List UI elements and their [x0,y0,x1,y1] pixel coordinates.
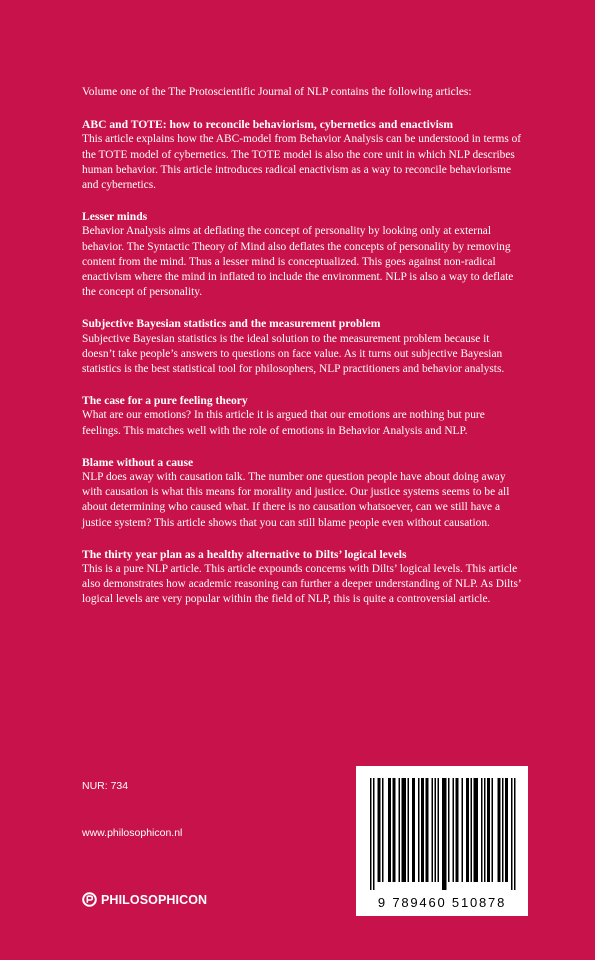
publisher-name: PHILOSOPHICON [101,892,208,907]
article-title: ABC and TOTE: how to reconcile behaviorism, cybernetics and enactivism [82,118,453,132]
barcode-bar [388,778,390,882]
barcode-bar [448,778,450,882]
article-body: This is a pure NLP article. This article expounds concerns with Dilts’ logical levels. This article also demonstrates how academic reasoning can further a deeper understanding of NLP. As Dilts’ logical levels are very popular within the field of NLP, this is quite a controversial article. [82,563,521,606]
barcode-bar [435,778,437,882]
barcode-bar [412,778,414,882]
barcode-bar [498,778,500,882]
barcode-bar [487,778,489,882]
nur-code: NUR: 734 [82,780,129,792]
barcode-bar [379,778,381,882]
barcode-bar [466,778,468,882]
article-title: Lesser minds [82,210,148,224]
barcode-bar [484,778,486,882]
barcode-bar [418,778,420,882]
barcode-bar [405,778,407,882]
article-section [82,316,522,377]
barcode-bar [423,778,425,882]
article-body: Subjective Bayesian statistics is the ideal solution to the measurement problem because it doesn’t take people’s answers to questions on face value. As it turns out subjective Bayesian statistics is the best statistical tool for philosophers, NLP practitioners and behavior analysts. [82,332,505,376]
barcode-bar [390,778,392,882]
barcode-bar [382,778,384,882]
article-body: Behavior Analysis aims at deflating the concept of personality by looking only at external behavior. The Syntactic Theory of Mind also deflates the concepts of personality by removing content from the mind. Thus a lesser mind is conceptualized. This goes against non-radical enactivism where the mind in inflated to include the environment. NLP is also a way to deflate the concept of personality. [82,225,514,299]
barcode-bar [427,778,429,882]
article-title: Subjective Bayesian statistics and the measurement problem [82,317,381,331]
barcode-bar [492,778,494,882]
article-section [82,393,522,439]
barcode-bar [462,778,464,882]
barcode-bar [471,778,473,882]
barcode [356,766,528,916]
barcode-bar [444,778,446,890]
barcode-bar [426,778,428,882]
barcode-bar [475,778,477,882]
barcode-bar [457,778,459,882]
barcode-bar [514,778,516,890]
barcode-bar [481,778,483,882]
barcode-bar [370,778,372,890]
article-section [82,117,522,193]
barcode-bar [453,778,455,882]
barcode-bar [402,778,404,882]
barcode-bar [474,778,476,882]
isbn-number: 9 789460 510878 [377,895,507,910]
article-body: This article explains how the ABC-model from Behavior Analysis can be understood in terms of the TOTE model of cybernetics. The TOTE model is also the core unit in which NLP describes human behavior. This article introduces radical enactivism as a way to reconcile behaviorisme and cybernetics. [82,133,522,192]
barcode-bar [507,778,509,882]
barcode-bar [432,778,434,882]
barcode-bar [438,778,440,882]
article-title: Blame without a cause [82,455,194,469]
article-section [82,209,522,300]
barcode-bar [394,778,396,882]
publisher-logo [82,892,207,907]
barcode-bar [445,778,447,890]
barcode-bar [456,778,458,882]
barcode-bar [511,778,513,890]
intro-text: Volume one of the The Protoscientific Journal of NLP contains the following articles: [82,86,472,98]
barcode-bar [414,778,416,882]
back-cover-text [82,85,522,624]
website-link: www.philosophicon.nl [82,827,183,839]
barcode-bar [403,778,405,882]
barcode-bar [442,778,444,890]
barcode-bar [505,778,507,882]
barcode-icon [368,778,516,890]
article-title: The case for a pure feeling theory [82,394,248,408]
barcode-bar [393,778,395,882]
barcode-bar [378,778,380,882]
article-body: NLP does away with causation talk. The number one question people have about doing away with causation is what this means for morality and justice. Our justice systems seems to be all about determining who caused what. If there is no causation whatsoever, can we still have a justice system? This article shows that you can still blame people even without causation. [82,471,510,529]
barcode-bar [408,778,410,882]
barcode-bar [499,778,501,882]
article-section [82,455,522,531]
barcode-bar [468,778,470,882]
barcode-bar [489,778,491,882]
article-title: The thirty year plan as a healthy alternative to Dilts’ logical levels [82,547,407,561]
barcode-bar [502,778,504,882]
article-section [82,547,522,608]
philosophicon-logo-icon [82,892,97,907]
barcode-bar [399,778,401,882]
barcode-bar [373,778,375,890]
article-body: What are our emotions? In this article it is argued that our emotions are nothing but pure feelings. This matches well with the role of emotions in Behavior Analysis and NLP. [82,409,485,437]
barcode-bar [421,778,423,882]
barcode-bar [477,778,479,882]
